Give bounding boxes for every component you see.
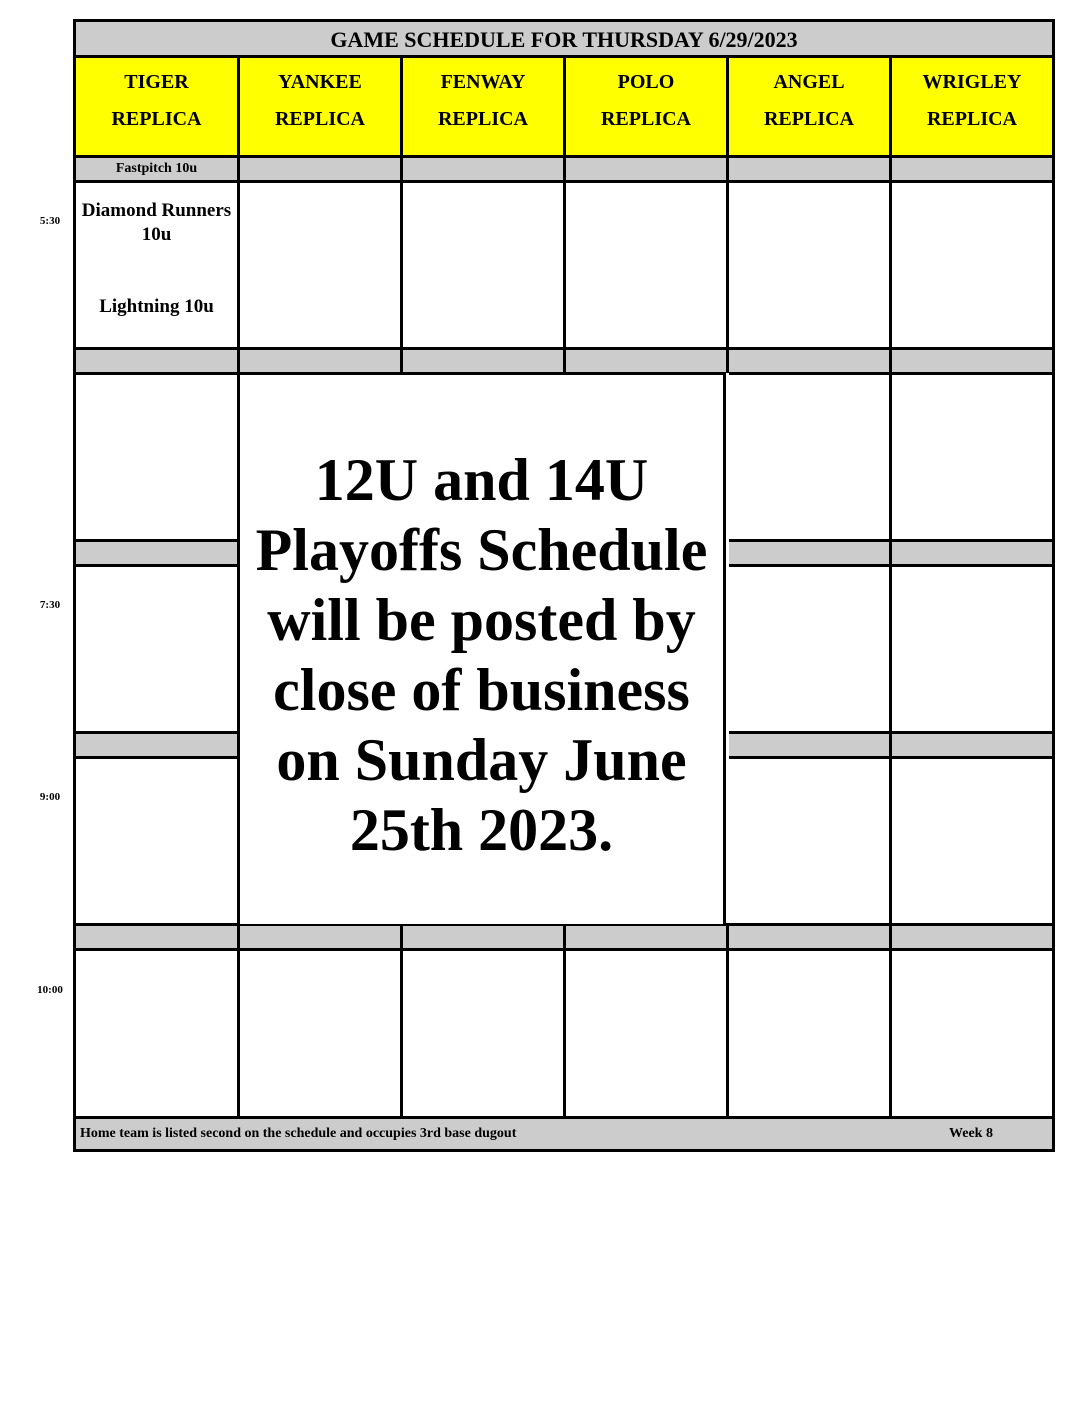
notice-line: will be posted by <box>267 587 696 653</box>
division-strip <box>240 347 403 373</box>
field-sub: REPLICA <box>926 108 1017 130</box>
division-strip <box>566 923 729 949</box>
division-label: Fastpitch 10u <box>76 155 240 181</box>
game-cell <box>892 756 1052 924</box>
notice-line: 12U and 14U <box>314 447 649 513</box>
field-header-polo <box>566 58 729 155</box>
division-strip <box>76 923 240 949</box>
game-cell <box>240 180 403 348</box>
week-label: Week 8 <box>949 1126 993 1141</box>
field-header-tiger <box>76 58 240 155</box>
time-label-530: 5:30 <box>39 215 61 227</box>
field-name: WRIGLEY <box>922 71 1022 93</box>
division-strip <box>403 923 566 949</box>
game-cell <box>892 564 1052 732</box>
division-strip <box>729 923 892 949</box>
time-label-730: 7:30 <box>39 599 61 611</box>
notice-line: on Sunday June <box>276 727 687 793</box>
division-strip <box>76 539 240 565</box>
division-strip <box>729 731 892 757</box>
field-header-wrigley <box>892 58 1052 155</box>
game-cell <box>566 948 729 1116</box>
notice-line: close of business <box>273 657 690 723</box>
footer-note: Home team is listed second on the schedule and occupies 3rd base dugout <box>80 1126 517 1141</box>
away-team-line2: 10u <box>141 224 172 245</box>
game-cell <box>729 180 892 348</box>
field-sub: REPLICA <box>111 108 202 130</box>
division-strip <box>729 539 892 565</box>
field-sub: REPLICA <box>600 108 691 130</box>
away-team <box>76 199 237 247</box>
game-cell <box>403 180 566 348</box>
game-cell <box>892 372 1052 540</box>
division-strip <box>76 347 240 373</box>
field-name: TIGER <box>124 71 189 93</box>
field-name: POLO <box>617 71 675 93</box>
division-strip <box>76 731 240 757</box>
playoffs-notice-text <box>240 445 723 865</box>
game-cell <box>729 948 892 1116</box>
game-cell-tiger-530 <box>76 180 240 348</box>
division-strip <box>566 347 729 373</box>
field-sub: REPLICA <box>274 108 365 130</box>
schedule-table <box>73 19 1055 1152</box>
field-header-yankee <box>240 58 403 155</box>
field-sub: REPLICA <box>763 108 854 130</box>
home-team: Lightning 10u <box>99 296 214 317</box>
division-strip <box>403 155 566 181</box>
schedule-footer <box>76 1116 1052 1149</box>
game-cell <box>729 564 892 732</box>
game-cell <box>76 372 240 540</box>
division-strip <box>892 347 1052 373</box>
time-label-1000: 10:00 <box>37 984 63 996</box>
division-strip <box>892 731 1052 757</box>
field-name: ANGEL <box>773 71 845 93</box>
field-header-fenway <box>403 58 566 155</box>
field-name: FENWAY <box>440 71 526 93</box>
game-cell <box>240 948 403 1116</box>
division-strip <box>566 155 729 181</box>
game-cell <box>729 372 892 540</box>
game-cell <box>566 180 729 348</box>
game-cell <box>403 948 566 1116</box>
division-strip <box>403 347 566 373</box>
division-strip <box>892 155 1052 181</box>
game-cell <box>892 180 1052 348</box>
game-cell <box>76 564 240 732</box>
division-strip <box>892 539 1052 565</box>
notice-line: 25th 2023. <box>349 797 614 863</box>
game-cell <box>76 756 240 924</box>
playoffs-notice <box>240 372 726 924</box>
notice-line: Playoffs Schedule <box>255 517 708 583</box>
division-strip <box>729 155 892 181</box>
division-strip <box>240 923 403 949</box>
field-sub: REPLICA <box>437 108 528 130</box>
division-strip <box>240 155 403 181</box>
away-team-line1: Diamond Runners <box>81 200 232 221</box>
division-strip <box>729 347 892 373</box>
field-name: YANKEE <box>278 71 362 93</box>
game-cell <box>892 948 1052 1116</box>
game-cell <box>729 756 892 924</box>
time-label-900: 9:00 <box>39 791 61 803</box>
division-strip <box>892 923 1052 949</box>
game-cell <box>76 948 240 1116</box>
schedule-title: GAME SCHEDULE FOR THURSDAY 6/29/2023 <box>76 22 1052 58</box>
field-header-angel <box>729 58 892 155</box>
